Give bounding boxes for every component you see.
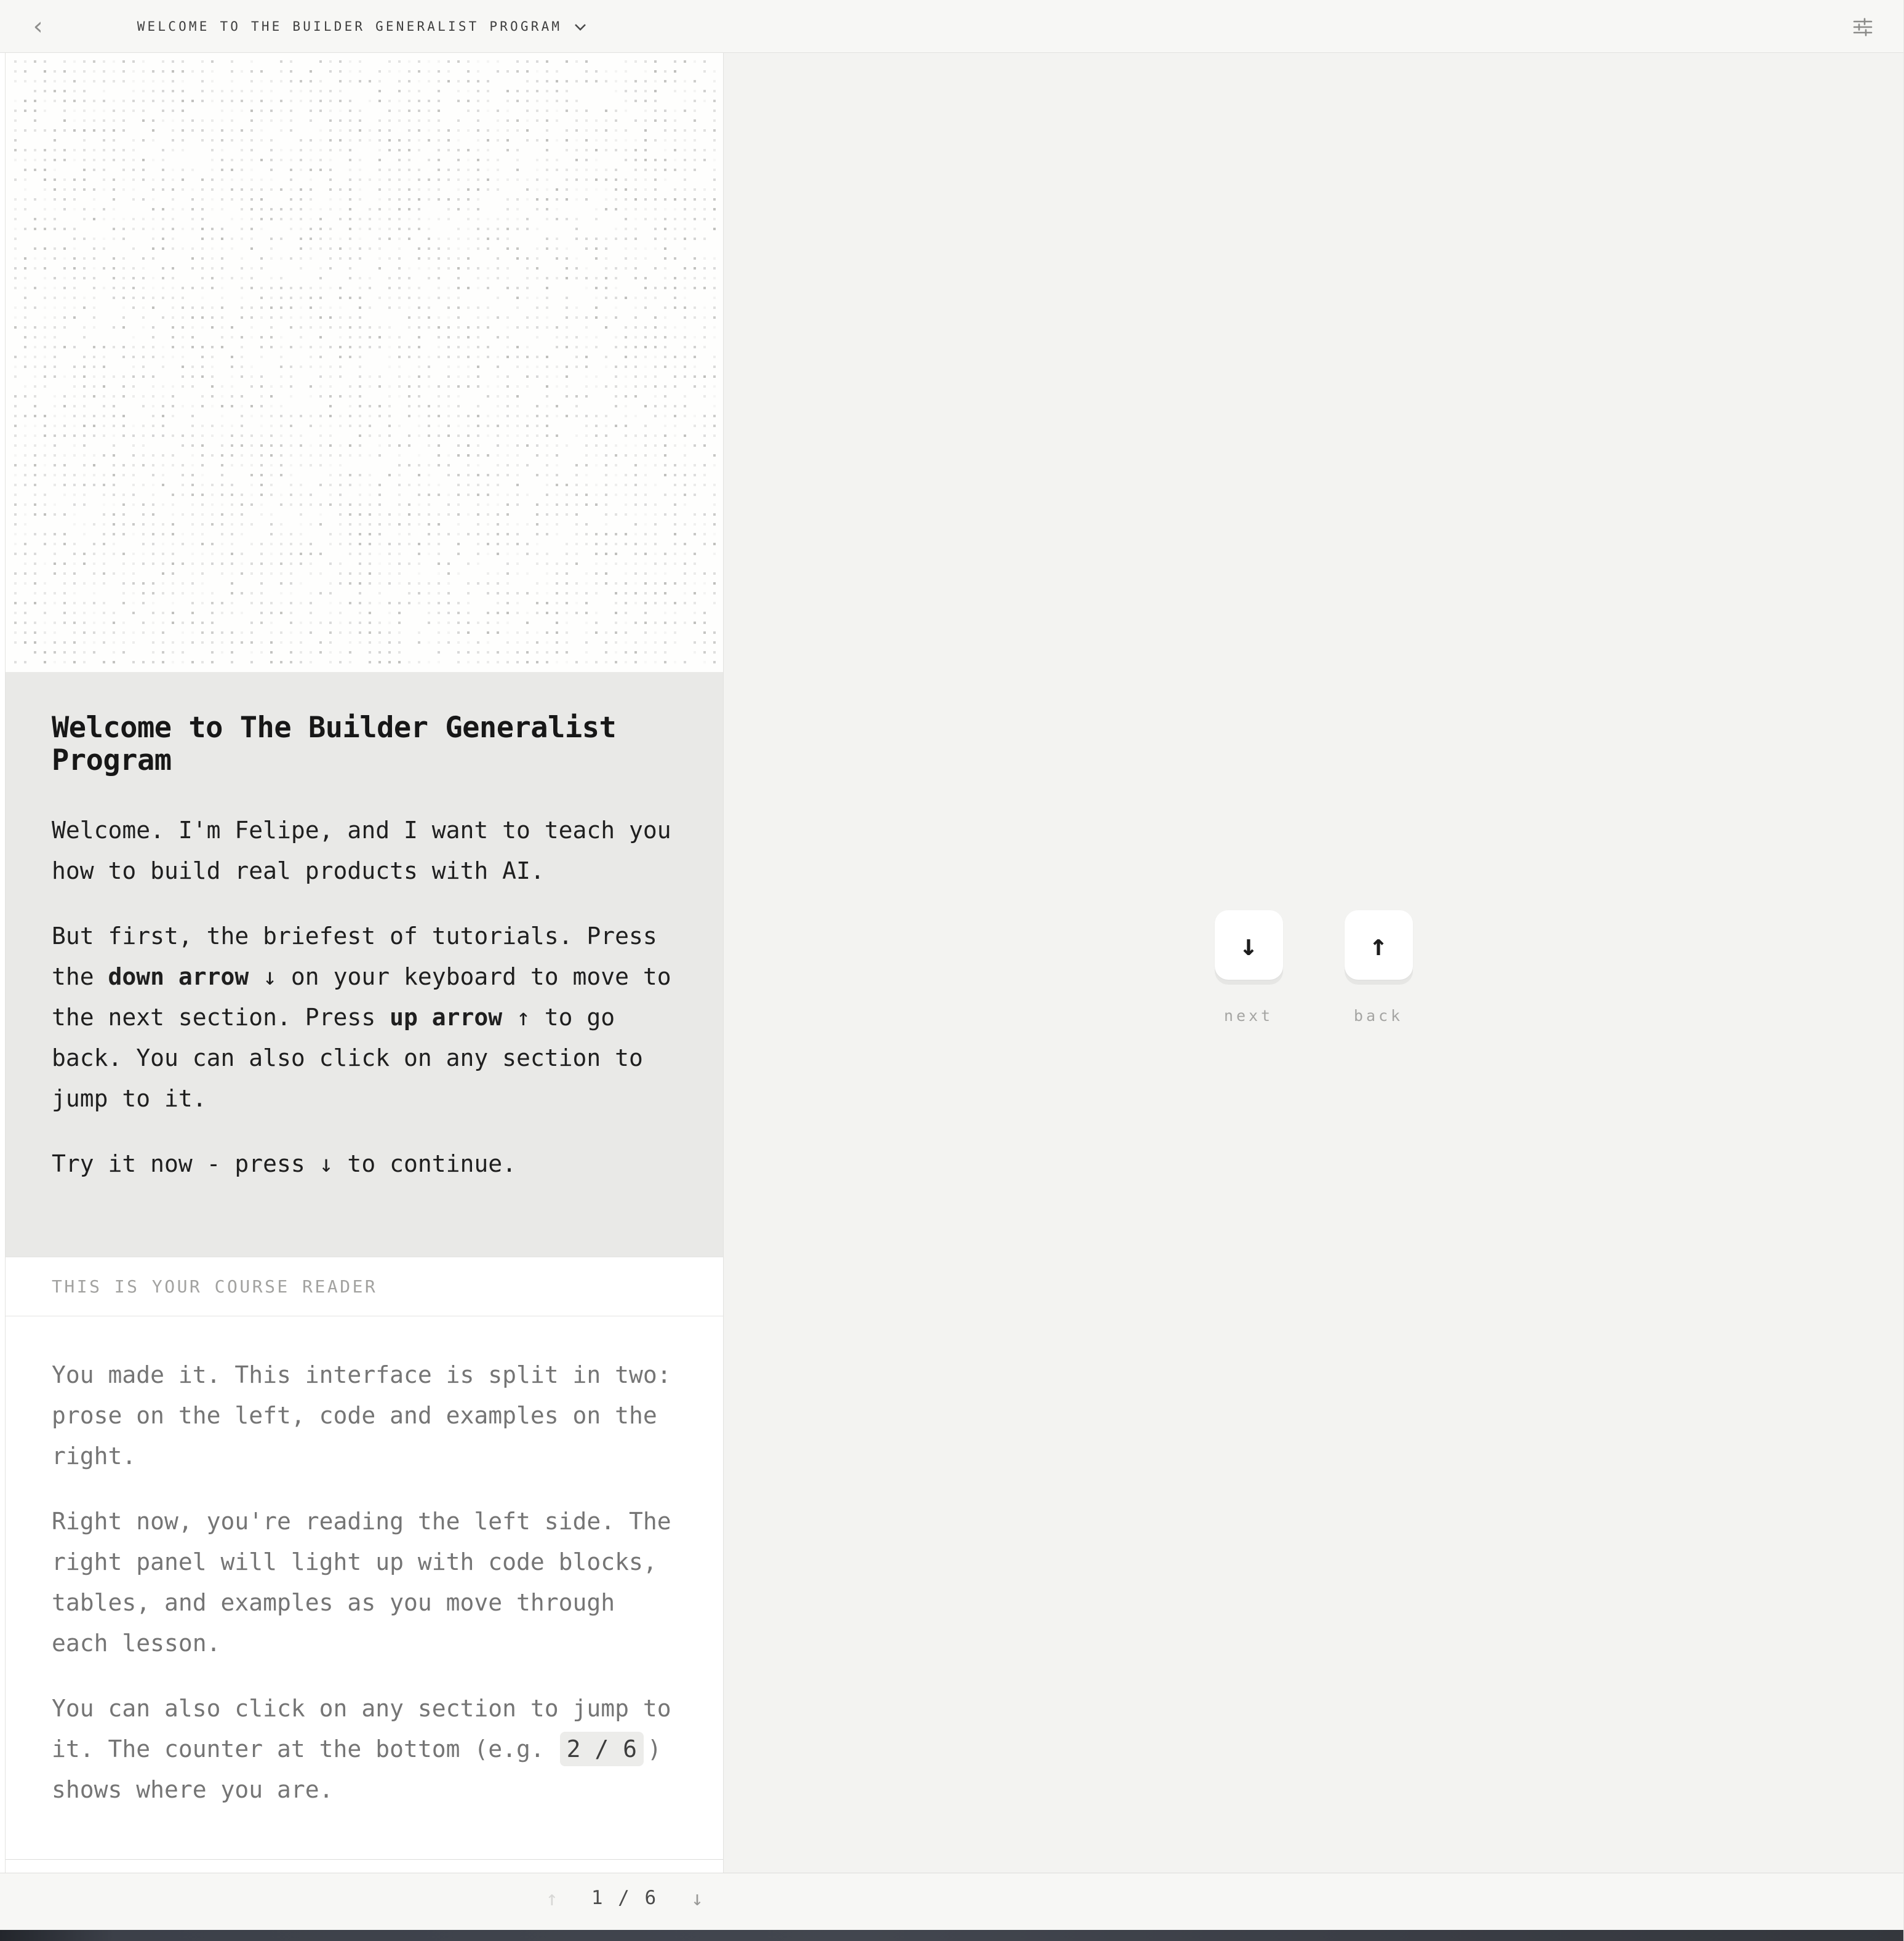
paragraph: But first, the briefest of tutorials. Press the down arrow ↓ on your keyboard to move to the next section. Press up arrow ↑ to go back. You can also click on any section to jump to it. (52, 922, 671, 1112)
down-arrow-key[interactable] (1215, 910, 1283, 980)
main-split (0, 53, 1903, 1873)
section-reader-intro[interactable] (6, 1316, 723, 1859)
counter-example-chip: 2 / 6 (560, 1732, 644, 1766)
up-arrow-key[interactable] (1345, 910, 1413, 980)
keyboard-hint (1215, 910, 1413, 1025)
paragraph: Right now, you're reading the left side. The right panel will light up with code blocks, tables, and examples as you move through each lesson. (52, 1508, 671, 1657)
section-welcome-active[interactable] (6, 672, 723, 1257)
course-title-dropdown[interactable] (0, 0, 724, 53)
paragraph: You made it. This interface is split in two: prose on the left, code and examples on the right. (52, 1361, 671, 1470)
back-key-group (1345, 910, 1413, 1025)
sliders-icon (1852, 16, 1874, 38)
next-key-label: next (1223, 1007, 1274, 1025)
paragraph: Try it now - press ↓ to continue. (52, 1150, 516, 1177)
next-section-edge[interactable] (6, 1859, 723, 1873)
paragraph: You can also click on any section to jump to it. The counter at the bottom (e.g. 2 / 6 ) shows where you are. (52, 1695, 671, 1803)
stage-panel (724, 53, 1903, 1873)
pager-controls (546, 1873, 703, 1923)
hero-dot-pattern (6, 53, 723, 672)
back-key-label: back (1353, 1007, 1404, 1025)
top-bar (0, 0, 1903, 53)
next-key-group (1215, 910, 1283, 1025)
course-reader-panel (0, 53, 724, 1873)
page-counter: 1 / 6 (591, 1887, 658, 1909)
section-heading: Welcome to The Builder Generalist Program (52, 711, 617, 777)
pager-bar (0, 1873, 1903, 1930)
settings-button[interactable] (1850, 15, 1875, 39)
arrow-up-icon: ↑ (1369, 927, 1388, 962)
chevron-left-icon: ‹ (30, 12, 46, 41)
pager-down-button[interactable]: ↓ (691, 1886, 704, 1910)
arrow-down-icon: ↓ (1239, 927, 1258, 962)
reader-divider-label (6, 1257, 723, 1316)
pager-up-button[interactable]: ↑ (545, 1886, 558, 1910)
divider-label-text: THIS IS YOUR COURSE READER (52, 1276, 378, 1297)
paragraph: Welcome. I'm Felipe, and I want to teach you how to build real products with AI. (52, 817, 671, 884)
chevron-down-icon (574, 23, 586, 31)
course-title: WELCOME TO THE BUILDER GENERALIST PROGRAM (137, 19, 562, 34)
taskbar-strip (0, 1930, 1903, 1941)
